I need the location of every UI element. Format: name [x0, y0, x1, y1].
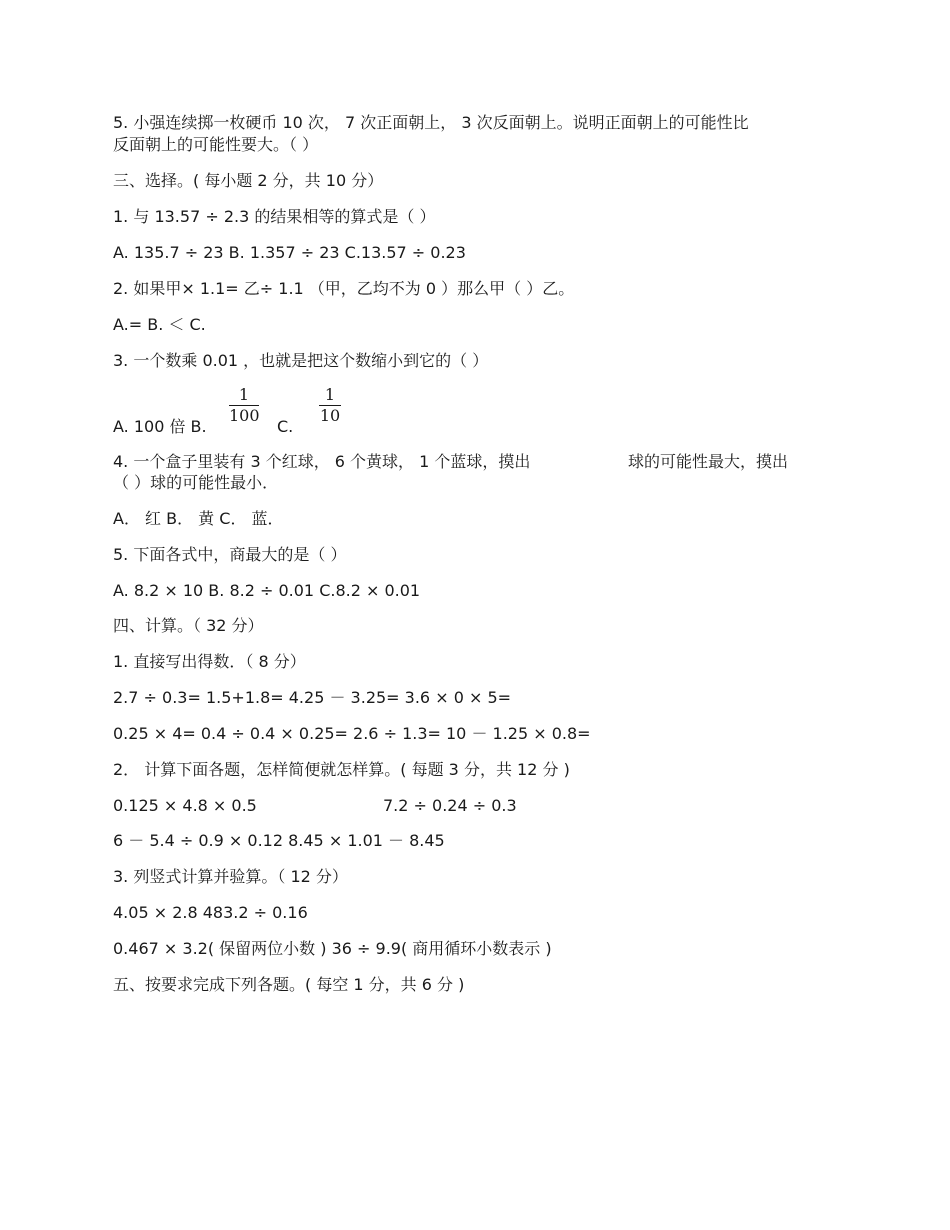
calc-3-row-1: 4.05 × 2.8 483.2 ÷ 0.16	[113, 903, 308, 922]
choice-4-question-line-1-part-2: 球的可能性最大，摸出	[628, 452, 789, 471]
choice-4-options: A． 红 B． 黄 C． 蓝．	[113, 509, 284, 528]
choice-4-question-line-1-part-1: 4. 一个盒子里装有 3 个红球， 6 个黄球， 1 个蓝球，摸出	[113, 452, 531, 471]
calc-2-row-1-left: 0.125 × 4.8 × 0.5	[113, 796, 257, 815]
choice-2-options: A.= B. ＜ C.	[113, 315, 206, 334]
fraction-c-denominator: 10	[319, 406, 341, 425]
choice-4-question-line-2: （ ）球的可能性最小．	[113, 473, 279, 492]
choice-5-options: A. 8.2 × 10 B. 8.2 ÷ 0.01 C.8.2 × 0.01	[113, 581, 421, 600]
calc-1-heading: 1. 直接写出得数．（ 8 分）	[113, 652, 306, 671]
choice-2-question: 2. 如果甲× 1.1= 乙÷ 1.1 （甲，乙均不为 0 ）那么甲（ ）乙。	[113, 279, 575, 298]
calc-2-row-2: 6 － 5.4 ÷ 0.9 × 0.12 8.45 × 1.01 － 8.45	[113, 831, 445, 850]
choice-1-question: 1. 与 13.57 ÷ 2.3 的结果相等的算式是（ ）	[113, 207, 436, 226]
fraction-b-numerator: 1	[238, 385, 250, 404]
calc-3-heading: 3. 列竖式计算并验算。（ 12 分）	[113, 867, 348, 886]
choice-5-question: 5. 下面各式中，商最大的是（ ）	[113, 545, 347, 564]
calc-2-heading: 2． 计算下面各题，怎样简便就怎样算。( 每题 3 分，共 12 分 )	[113, 760, 570, 779]
fraction-c-numerator: 1	[324, 385, 336, 404]
fraction-one-tenth	[319, 386, 341, 425]
choice-3-question: 3. 一个数乘 0.01 ，也就是把这个数缩小到它的（ ）	[113, 351, 489, 370]
calc-1-row-2: 0.25 × 4= 0.4 ÷ 0.4 × 0.25= 2.6 ÷ 1.3= 10 － 1.25 × 0.8=	[113, 724, 591, 743]
fraction-b-denominator: 100	[229, 406, 260, 425]
calc-1-row-1: 2.7 ÷ 0.3= 1.5+1.8= 4.25 － 3.25= 3.6 × 0 × 5=	[113, 688, 512, 707]
choice-3-option-a-b: A. 100 倍 B.	[113, 417, 207, 436]
calc-2-row-1-right: 7.2 ÷ 0.24 ÷ 0.3	[383, 796, 517, 815]
tf-question-5-line-1: 5. 小强连续掷一枚硬币 10 次， 7 次正面朝上， 3 次反面朝上。说明正面朝上的可能性比	[113, 113, 749, 132]
section-3-heading: 三、选择。( 每小题 2 分，共 10 分）	[113, 171, 384, 190]
section-5-heading: 五、按要求完成下列各题。( 每空 1 分，共 6 分 )	[113, 975, 465, 994]
choice-3-option-c: C.	[277, 417, 294, 436]
tf-question-5-line-2: 反面朝上的可能性要大。（ ）	[113, 135, 319, 154]
section-4-heading: 四、计算。（ 32 分）	[113, 616, 264, 635]
calc-3-row-2: 0.467 × 3.2( 保留两位小数 ) 36 ÷ 9.9( 商用循环小数表示 )	[113, 939, 552, 958]
choice-1-options: A. 135.7 ÷ 23 B. 1.357 ÷ 23 C.13.57 ÷ 0.23	[113, 243, 466, 262]
fraction-one-hundredth	[229, 386, 259, 425]
